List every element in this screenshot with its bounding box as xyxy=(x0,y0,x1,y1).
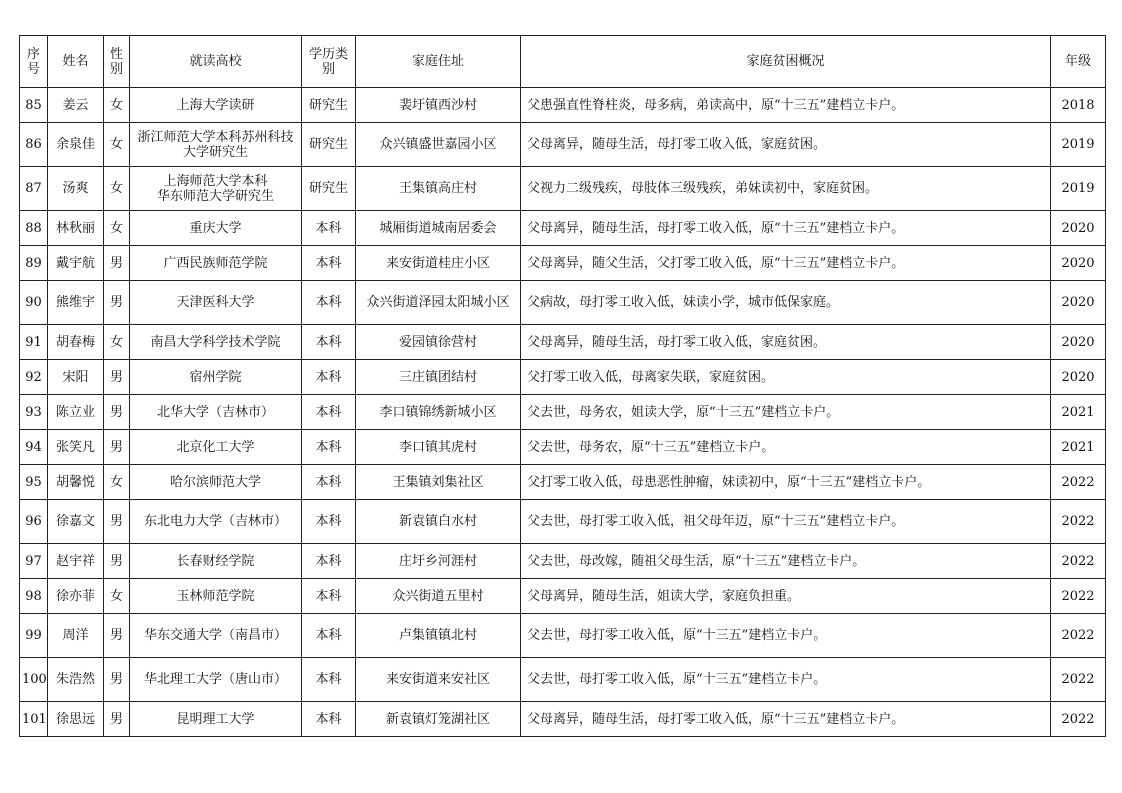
cell-summary: 父去世，母改嫁，随祖父母生活，原“十三五”建档立卡户。 xyxy=(521,544,1051,579)
cell-year: 2020 xyxy=(1051,281,1106,325)
cell-address: 来安街道桂庄小区 xyxy=(356,246,521,281)
cell-summary: 父母离异，随父生活，父打零工收入低，原“十三五”建档立卡户。 xyxy=(521,246,1051,281)
header-name: 姓名 xyxy=(48,36,104,88)
table-row xyxy=(20,430,1106,465)
cell-address: 李口镇其虎村 xyxy=(356,430,521,465)
cell-sex: 男 xyxy=(104,658,130,702)
cell-name: 戴宇航 xyxy=(48,246,104,281)
cell-name: 姜云 xyxy=(48,88,104,123)
cell-type: 本科 xyxy=(302,544,356,579)
cell-type: 研究生 xyxy=(302,123,356,167)
cell-type: 本科 xyxy=(302,614,356,658)
cell-year: 2022 xyxy=(1051,544,1106,579)
cell-type: 本科 xyxy=(302,360,356,395)
cell-address: 众兴镇盛世嘉园小区 xyxy=(356,123,521,167)
cell-school: 北华大学（吉林市） xyxy=(130,395,302,430)
cell-no: 98 xyxy=(20,579,48,614)
cell-no: 85 xyxy=(20,88,48,123)
header-school: 就读高校 xyxy=(130,36,302,88)
cell-summary: 父去世，母务农，姐读大学，原“十三五”建档立卡户。 xyxy=(521,395,1051,430)
cell-school: 浙江师范大学本科苏州科技大学研究生 xyxy=(130,123,302,167)
header-no: 序号 xyxy=(20,36,48,88)
cell-year: 2020 xyxy=(1051,325,1106,360)
cell-address: 三庄镇团结村 xyxy=(356,360,521,395)
table-row xyxy=(20,123,1106,167)
cell-year: 2018 xyxy=(1051,88,1106,123)
cell-school: 昆明理工大学 xyxy=(130,702,302,737)
cell-sex: 女 xyxy=(104,579,130,614)
cell-type: 本科 xyxy=(302,430,356,465)
table-row xyxy=(20,360,1106,395)
cell-name: 徐嘉文 xyxy=(48,500,104,544)
cell-school: 南昌大学科学技术学院 xyxy=(130,325,302,360)
table-row xyxy=(20,325,1106,360)
cell-year: 2019 xyxy=(1051,123,1106,167)
cell-summary: 父视力二级残疾，母肢体三级残疾，弟妹读初中，家庭贫困。 xyxy=(521,167,1051,211)
cell-sex: 女 xyxy=(104,211,130,246)
cell-summary: 父去世，母打零工收入低，原“十三五”建档立卡户。 xyxy=(521,658,1051,702)
cell-no: 94 xyxy=(20,430,48,465)
cell-sex: 男 xyxy=(104,246,130,281)
cell-year: 2019 xyxy=(1051,167,1106,211)
table-row xyxy=(20,167,1106,211)
cell-name: 张笑凡 xyxy=(48,430,104,465)
cell-type: 本科 xyxy=(302,281,356,325)
cell-year: 2021 xyxy=(1051,395,1106,430)
header-summary: 家庭贫困概况 xyxy=(521,36,1051,88)
cell-sex: 男 xyxy=(104,430,130,465)
cell-name: 陈立业 xyxy=(48,395,104,430)
header-row xyxy=(20,36,1106,88)
table-row xyxy=(20,246,1106,281)
table-row xyxy=(20,211,1106,246)
cell-school: 上海大学读研 xyxy=(130,88,302,123)
cell-summary: 父母离异，随母生活，母打零工收入低，家庭贫困。 xyxy=(521,123,1051,167)
cell-sex: 男 xyxy=(104,544,130,579)
header-year: 年级 xyxy=(1051,36,1106,88)
cell-sex: 男 xyxy=(104,614,130,658)
cell-type: 本科 xyxy=(302,211,356,246)
cell-school: 宿州学院 xyxy=(130,360,302,395)
student-aid-table xyxy=(19,35,1106,737)
cell-school: 玉林师范学院 xyxy=(130,579,302,614)
cell-address: 新袁镇灯笼湖社区 xyxy=(356,702,521,737)
cell-sex: 女 xyxy=(104,325,130,360)
cell-year: 2020 xyxy=(1051,246,1106,281)
cell-type: 本科 xyxy=(302,465,356,500)
cell-no: 88 xyxy=(20,211,48,246)
cell-school: 哈尔滨师范大学 xyxy=(130,465,302,500)
cell-type: 本科 xyxy=(302,500,356,544)
table-row xyxy=(20,614,1106,658)
cell-school: 北京化工大学 xyxy=(130,430,302,465)
cell-sex: 男 xyxy=(104,360,130,395)
cell-no: 91 xyxy=(20,325,48,360)
cell-name: 余泉佳 xyxy=(48,123,104,167)
header-address: 家庭住址 xyxy=(356,36,521,88)
cell-name: 汤爽 xyxy=(48,167,104,211)
cell-school: 东北电力大学（吉林市） xyxy=(130,500,302,544)
header-sex: 性别 xyxy=(104,36,130,88)
cell-sex: 女 xyxy=(104,465,130,500)
cell-name: 赵宇祥 xyxy=(48,544,104,579)
cell-address: 庄圩乡河涯村 xyxy=(356,544,521,579)
cell-type: 本科 xyxy=(302,579,356,614)
cell-school: 长春财经学院 xyxy=(130,544,302,579)
cell-school: 上海师范大学本科 华东师范大学研究生 xyxy=(130,167,302,211)
cell-name: 徐思远 xyxy=(48,702,104,737)
cell-name: 林秋丽 xyxy=(48,211,104,246)
cell-sex: 女 xyxy=(104,123,130,167)
table-row xyxy=(20,579,1106,614)
cell-type: 本科 xyxy=(302,658,356,702)
cell-no: 93 xyxy=(20,395,48,430)
cell-school: 天津医科大学 xyxy=(130,281,302,325)
cell-summary: 父去世，母打零工收入低，原“十三五”建档立卡户。 xyxy=(521,614,1051,658)
cell-no: 96 xyxy=(20,500,48,544)
cell-address: 新袁镇白水村 xyxy=(356,500,521,544)
cell-address: 城厢街道城南居委会 xyxy=(356,211,521,246)
cell-year: 2022 xyxy=(1051,500,1106,544)
table-row xyxy=(20,281,1106,325)
cell-summary: 父患强直性脊柱炎，母多病，弟读高中，原“十三五”建档立卡户。 xyxy=(521,88,1051,123)
cell-address: 众兴街道五里村 xyxy=(356,579,521,614)
cell-summary: 父去世，母打零工收入低，祖父母年迈，原“十三五”建档立卡户。 xyxy=(521,500,1051,544)
cell-name: 胡馨悦 xyxy=(48,465,104,500)
cell-summary: 父母离异，随母生活，母打零工收入低，原“十三五”建档立卡户。 xyxy=(521,702,1051,737)
cell-address: 来安街道来安社区 xyxy=(356,658,521,702)
cell-summary: 父打零工收入低，母患恶性肿瘤，妹读初中，原“十三五”建档立卡户。 xyxy=(521,465,1051,500)
cell-address: 爱园镇徐营村 xyxy=(356,325,521,360)
cell-name: 朱浩然 xyxy=(48,658,104,702)
cell-name: 胡春梅 xyxy=(48,325,104,360)
table-row xyxy=(20,658,1106,702)
cell-summary: 父母离异，随母生活，姐读大学，家庭负担重。 xyxy=(521,579,1051,614)
cell-sex: 男 xyxy=(104,281,130,325)
cell-address: 众兴街道泽园太阳城小区 xyxy=(356,281,521,325)
cell-sex: 男 xyxy=(104,702,130,737)
cell-summary: 父打零工收入低，母离家失联，家庭贫困。 xyxy=(521,360,1051,395)
cell-sex: 女 xyxy=(104,167,130,211)
cell-school: 广西民族师范学院 xyxy=(130,246,302,281)
cell-summary: 父母离异，随母生活，母打零工收入低，家庭贫困。 xyxy=(521,325,1051,360)
cell-summary: 父去世，母务农，原“十三五”建档立卡户。 xyxy=(521,430,1051,465)
cell-year: 2020 xyxy=(1051,360,1106,395)
header-type: 学历类别 xyxy=(302,36,356,88)
cell-address: 卢集镇镇北村 xyxy=(356,614,521,658)
cell-no: 100 xyxy=(20,658,48,702)
cell-type: 研究生 xyxy=(302,88,356,123)
cell-school: 华东交通大学（南昌市） xyxy=(130,614,302,658)
table-row xyxy=(20,465,1106,500)
cell-address: 裴圩镇西沙村 xyxy=(356,88,521,123)
cell-summary: 父病故，母打零工收入低，妹读小学，城市低保家庭。 xyxy=(521,281,1051,325)
table-row xyxy=(20,702,1106,737)
cell-no: 89 xyxy=(20,246,48,281)
cell-no: 92 xyxy=(20,360,48,395)
cell-name: 徐亦菲 xyxy=(48,579,104,614)
cell-year: 2020 xyxy=(1051,211,1106,246)
table-row xyxy=(20,544,1106,579)
table-row xyxy=(20,395,1106,430)
cell-no: 97 xyxy=(20,544,48,579)
cell-sex: 女 xyxy=(104,88,130,123)
cell-address: 王集镇刘集社区 xyxy=(356,465,521,500)
cell-type: 研究生 xyxy=(302,167,356,211)
cell-year: 2022 xyxy=(1051,658,1106,702)
cell-school: 华北理工大学（唐山市） xyxy=(130,658,302,702)
cell-no: 99 xyxy=(20,614,48,658)
cell-sex: 男 xyxy=(104,395,130,430)
cell-no: 95 xyxy=(20,465,48,500)
table-row xyxy=(20,88,1106,123)
cell-type: 本科 xyxy=(302,702,356,737)
table-row xyxy=(20,500,1106,544)
table-body xyxy=(20,88,1106,737)
cell-address: 王集镇高庄村 xyxy=(356,167,521,211)
cell-year: 2022 xyxy=(1051,702,1106,737)
cell-no: 87 xyxy=(20,167,48,211)
cell-type: 本科 xyxy=(302,246,356,281)
cell-type: 本科 xyxy=(302,325,356,360)
cell-year: 2021 xyxy=(1051,430,1106,465)
cell-name: 熊维宇 xyxy=(48,281,104,325)
cell-type: 本科 xyxy=(302,395,356,430)
cell-name: 周洋 xyxy=(48,614,104,658)
cell-school: 重庆大学 xyxy=(130,211,302,246)
cell-year: 2022 xyxy=(1051,465,1106,500)
cell-year: 2022 xyxy=(1051,614,1106,658)
cell-no: 101 xyxy=(20,702,48,737)
cell-no: 86 xyxy=(20,123,48,167)
cell-no: 90 xyxy=(20,281,48,325)
cell-name: 宋阳 xyxy=(48,360,104,395)
cell-year: 2022 xyxy=(1051,579,1106,614)
cell-sex: 男 xyxy=(104,500,130,544)
cell-summary: 父母离异，随母生活，母打零工收入低，原“十三五”建档立卡户。 xyxy=(521,211,1051,246)
cell-address: 李口镇锦绣新城小区 xyxy=(356,395,521,430)
